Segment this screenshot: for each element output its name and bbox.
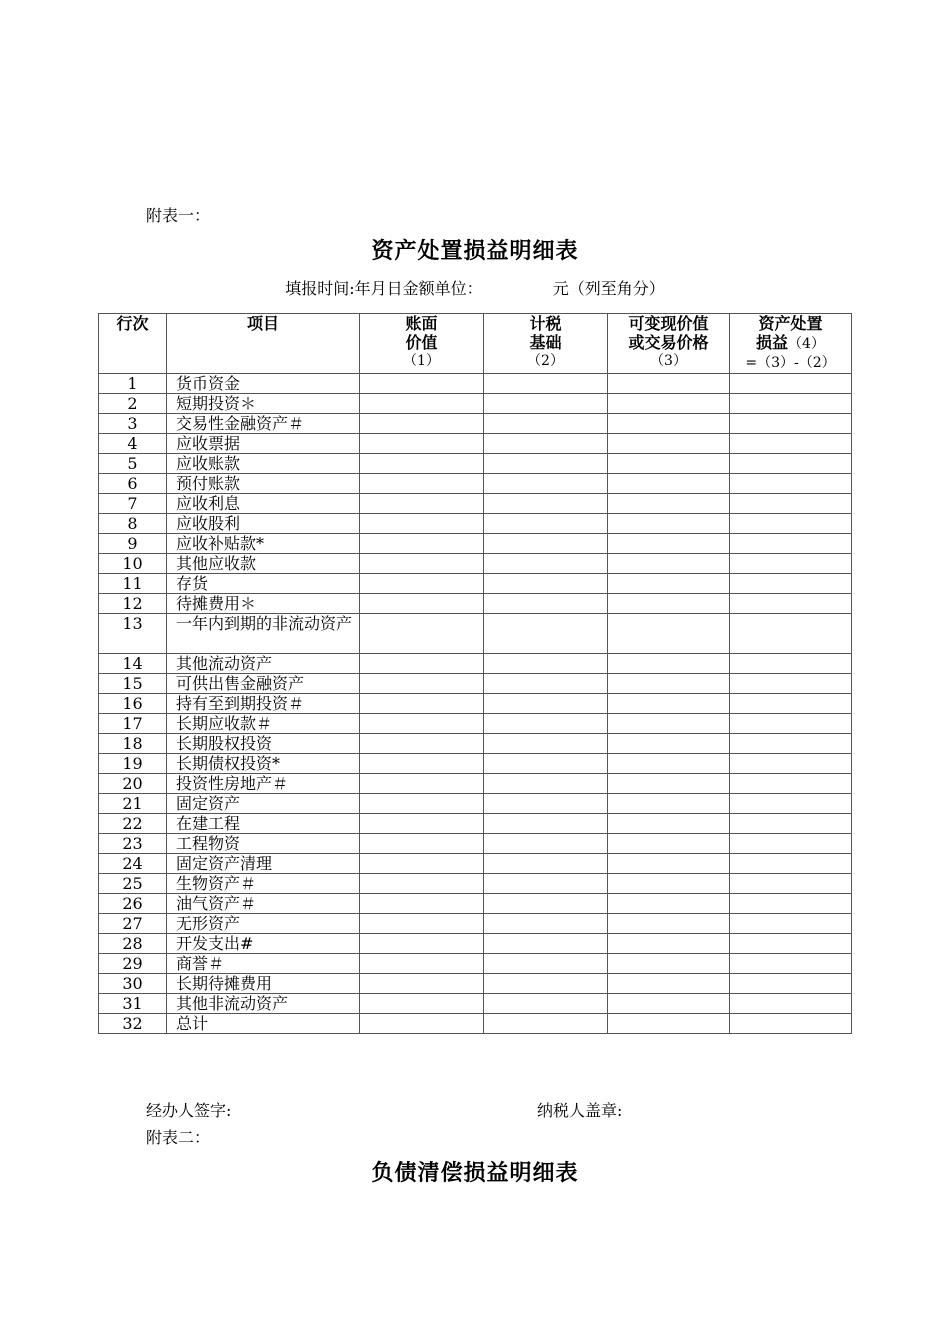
table-row xyxy=(99,874,852,894)
row-item: 在建工程 xyxy=(167,814,360,834)
row-number: 3 xyxy=(99,414,167,434)
tax-basis-cell[interactable] xyxy=(484,694,608,714)
tax-basis-cell[interactable] xyxy=(484,614,608,654)
row-item: 一年内到期的非流动资产 xyxy=(167,614,360,654)
realizable-value-cell[interactable] xyxy=(608,474,730,494)
gain-loss-cell[interactable] xyxy=(730,674,852,694)
row-item: 应收利息 xyxy=(167,494,360,514)
gain-loss-cell[interactable] xyxy=(730,474,852,494)
realizable-value-cell[interactable] xyxy=(608,914,730,934)
row-number: 5 xyxy=(99,454,167,474)
row-item: 工程物资 xyxy=(167,834,360,854)
table-row xyxy=(99,774,852,794)
row-number: 2 xyxy=(99,394,167,414)
realizable-value-cell[interactable] xyxy=(608,434,730,454)
row-item: 生物资产＃ xyxy=(167,874,360,894)
row-number: 14 xyxy=(99,654,167,674)
tax-basis-cell[interactable] xyxy=(484,514,608,534)
row-number: 4 xyxy=(99,434,167,454)
book-value-cell[interactable] xyxy=(360,374,484,394)
row-item: 开发支出# xyxy=(167,934,360,954)
tax-basis-cell[interactable] xyxy=(484,854,608,874)
row-item: 应收股利 xyxy=(167,514,360,534)
tax-basis-cell[interactable] xyxy=(484,954,608,974)
table-body xyxy=(99,374,852,1034)
book-value-cell[interactable] xyxy=(360,474,484,494)
row-number: 20 xyxy=(99,774,167,794)
header-gain-loss: 资产处置 损益（4） =（3）-（2） xyxy=(730,314,852,374)
book-value-cell[interactable] xyxy=(360,574,484,594)
table-header-row xyxy=(99,314,852,374)
gain-loss-cell[interactable] xyxy=(730,554,852,574)
book-value-cell[interactable] xyxy=(360,594,484,614)
gain-loss-cell[interactable] xyxy=(730,894,852,914)
header-row-no: 行次 xyxy=(99,314,167,374)
header-book-value: 账面 价值 （1） xyxy=(360,314,484,374)
table-row xyxy=(99,894,852,914)
book-value-cell[interactable] xyxy=(360,934,484,954)
table-row xyxy=(99,834,852,854)
row-item: 其他流动资产 xyxy=(167,654,360,674)
realizable-value-cell[interactable] xyxy=(608,594,730,614)
realizable-value-cell[interactable] xyxy=(608,374,730,394)
table-row xyxy=(99,914,852,934)
row-item: 长期债权投资* xyxy=(167,754,360,774)
row-item: 固定资产清理 xyxy=(167,854,360,874)
table-row xyxy=(99,934,852,954)
tax-basis-cell[interactable] xyxy=(484,834,608,854)
row-item: 商誉＃ xyxy=(167,954,360,974)
row-item: 可供出售金融资产 xyxy=(167,674,360,694)
book-value-cell[interactable] xyxy=(360,754,484,774)
second-table-title: 负债清偿损益明细表 xyxy=(371,1160,579,1186)
book-value-cell[interactable] xyxy=(360,654,484,674)
book-value-cell[interactable] xyxy=(360,514,484,534)
row-number: 32 xyxy=(99,1014,167,1034)
realizable-value-cell[interactable] xyxy=(608,854,730,874)
realizable-value-cell[interactable] xyxy=(608,994,730,1014)
tax-basis-cell[interactable] xyxy=(484,674,608,694)
gain-loss-cell[interactable] xyxy=(730,654,852,674)
table-row xyxy=(99,554,852,574)
realizable-value-cell[interactable] xyxy=(608,394,730,414)
gain-loss-cell[interactable] xyxy=(730,794,852,814)
gain-loss-cell[interactable] xyxy=(730,714,852,734)
realizable-value-cell[interactable] xyxy=(608,714,730,734)
row-item: 投资性房地产＃ xyxy=(167,774,360,794)
realizable-value-cell[interactable] xyxy=(608,794,730,814)
table-row xyxy=(99,654,852,674)
gain-loss-cell[interactable] xyxy=(730,814,852,834)
book-value-cell[interactable] xyxy=(360,794,484,814)
book-value-cell[interactable] xyxy=(360,434,484,454)
row-number: 27 xyxy=(99,914,167,934)
book-value-cell[interactable] xyxy=(360,834,484,854)
realizable-value-cell[interactable] xyxy=(608,614,730,654)
row-item: 持有至到期投资＃ xyxy=(167,694,360,714)
table-row xyxy=(99,474,852,494)
realizable-value-cell[interactable] xyxy=(608,654,730,674)
tax-basis-cell[interactable] xyxy=(484,974,608,994)
tax-basis-cell[interactable] xyxy=(484,1014,608,1034)
tax-basis-cell[interactable] xyxy=(484,574,608,594)
table-row xyxy=(99,614,852,654)
gain-loss-cell[interactable] xyxy=(730,914,852,934)
row-item: 待摊费用＊ xyxy=(167,594,360,614)
table-row xyxy=(99,994,852,1014)
book-value-cell[interactable] xyxy=(360,534,484,554)
gain-loss-cell[interactable] xyxy=(730,934,852,954)
book-value-cell[interactable] xyxy=(360,394,484,414)
realizable-value-cell[interactable] xyxy=(608,894,730,914)
row-number: 9 xyxy=(99,534,167,554)
tax-basis-cell[interactable] xyxy=(484,874,608,894)
gain-loss-cell[interactable] xyxy=(730,854,852,874)
row-item: 长期应收款＃ xyxy=(167,714,360,734)
gain-loss-cell[interactable] xyxy=(730,534,852,554)
row-number: 19 xyxy=(99,754,167,774)
row-item: 其他非流动资产 xyxy=(167,994,360,1014)
table-row xyxy=(99,794,852,814)
table-row xyxy=(99,974,852,994)
gain-loss-cell[interactable] xyxy=(730,734,852,754)
realizable-value-cell[interactable] xyxy=(608,514,730,534)
table-row xyxy=(99,394,852,414)
tax-basis-cell[interactable] xyxy=(484,654,608,674)
table-row xyxy=(99,734,852,754)
table-row xyxy=(99,414,852,434)
fill-info-line xyxy=(0,276,950,299)
book-value-cell[interactable] xyxy=(360,1014,484,1034)
realizable-value-cell[interactable] xyxy=(608,874,730,894)
realizable-value-cell[interactable] xyxy=(608,814,730,834)
gain-loss-cell[interactable] xyxy=(730,1014,852,1034)
gain-loss-cell[interactable] xyxy=(730,434,852,454)
tax-basis-cell[interactable] xyxy=(484,714,608,734)
page-title: 资产处置损益明细表 xyxy=(371,238,579,264)
row-number: 18 xyxy=(99,734,167,754)
realizable-value-cell[interactable] xyxy=(608,754,730,774)
gain-loss-cell[interactable] xyxy=(730,954,852,974)
taxpayer-seal-label: 纳税人盖章: xyxy=(537,1101,623,1120)
row-item: 总计 xyxy=(167,1014,360,1034)
table-row xyxy=(99,1014,852,1034)
gain-loss-cell[interactable] xyxy=(730,994,852,1014)
table-row xyxy=(99,954,852,974)
book-value-cell[interactable] xyxy=(360,854,484,874)
table-row xyxy=(99,594,852,614)
tax-basis-cell[interactable] xyxy=(484,454,608,474)
table-row xyxy=(99,514,852,534)
gain-loss-cell[interactable] xyxy=(730,874,852,894)
row-number: 12 xyxy=(99,594,167,614)
book-value-cell[interactable] xyxy=(360,454,484,474)
book-value-cell[interactable] xyxy=(360,674,484,694)
book-value-cell[interactable] xyxy=(360,614,484,654)
gain-loss-cell[interactable] xyxy=(730,374,852,394)
tax-basis-cell[interactable] xyxy=(484,414,608,434)
gain-loss-cell[interactable] xyxy=(730,494,852,514)
tax-basis-cell[interactable] xyxy=(484,534,608,554)
book-value-cell[interactable] xyxy=(360,554,484,574)
row-item: 存货 xyxy=(167,574,360,594)
row-number: 6 xyxy=(99,474,167,494)
realizable-value-cell[interactable] xyxy=(608,734,730,754)
table-row xyxy=(99,454,852,474)
book-value-cell[interactable] xyxy=(360,914,484,934)
realizable-value-cell[interactable] xyxy=(608,954,730,974)
tax-basis-cell[interactable] xyxy=(484,394,608,414)
row-item: 其他应收款 xyxy=(167,554,360,574)
row-item: 固定资产 xyxy=(167,794,360,814)
book-value-cell[interactable] xyxy=(360,994,484,1014)
row-item: 货币资金 xyxy=(167,374,360,394)
table-row xyxy=(99,714,852,734)
gain-loss-cell[interactable] xyxy=(730,574,852,594)
table-row xyxy=(99,814,852,834)
table-row xyxy=(99,494,852,514)
header-realizable-value: 可变现价值 或交易价格 （3） xyxy=(608,314,730,374)
tax-basis-cell[interactable] xyxy=(484,594,608,614)
realizable-value-cell[interactable] xyxy=(608,974,730,994)
tax-basis-cell[interactable] xyxy=(484,554,608,574)
table-row xyxy=(99,754,852,774)
row-number: 28 xyxy=(99,934,167,954)
row-number: 8 xyxy=(99,514,167,534)
book-value-cell[interactable] xyxy=(360,414,484,434)
header-tax-basis: 计税 基础 （2） xyxy=(484,314,608,374)
table-row xyxy=(99,854,852,874)
row-number: 1 xyxy=(99,374,167,394)
tax-basis-cell[interactable] xyxy=(484,494,608,514)
tax-basis-cell[interactable] xyxy=(484,434,608,454)
table-row xyxy=(99,694,852,714)
header-item: 项目 xyxy=(167,314,360,374)
row-item: 应收补贴款* xyxy=(167,534,360,554)
gain-loss-cell[interactable] xyxy=(730,594,852,614)
gain-loss-cell[interactable] xyxy=(730,834,852,854)
realizable-value-cell[interactable] xyxy=(608,934,730,954)
annex-label-2: 附表二： xyxy=(146,1128,211,1147)
row-number: 29 xyxy=(99,954,167,974)
gain-loss-cell[interactable] xyxy=(730,774,852,794)
row-number: 24 xyxy=(99,854,167,874)
handler-signature-label: 经办人签字: xyxy=(146,1101,232,1120)
book-value-cell[interactable] xyxy=(360,714,484,734)
realizable-value-cell[interactable] xyxy=(608,454,730,474)
asset-disposal-table xyxy=(98,313,852,1034)
row-item: 长期待摊费用 xyxy=(167,974,360,994)
tax-basis-cell[interactable] xyxy=(484,914,608,934)
tax-basis-cell[interactable] xyxy=(484,734,608,754)
book-value-cell[interactable] xyxy=(360,734,484,754)
row-number: 11 xyxy=(99,574,167,594)
table-row xyxy=(99,574,852,594)
book-value-cell[interactable] xyxy=(360,774,484,794)
tax-basis-cell[interactable] xyxy=(484,774,608,794)
tax-basis-cell[interactable] xyxy=(484,814,608,834)
gain-loss-cell[interactable] xyxy=(730,974,852,994)
realizable-value-cell[interactable] xyxy=(608,554,730,574)
book-value-cell[interactable] xyxy=(360,874,484,894)
row-number: 30 xyxy=(99,974,167,994)
fill-info-right: 元（列至角分） xyxy=(552,279,665,298)
gain-loss-cell[interactable] xyxy=(730,454,852,474)
annex-label-1: 附表一： xyxy=(146,206,211,225)
book-value-cell[interactable] xyxy=(360,694,484,714)
fill-info-left: 填报时间:年月日金额单位： xyxy=(285,279,483,298)
tax-basis-cell[interactable] xyxy=(484,754,608,774)
row-number: 23 xyxy=(99,834,167,854)
row-item: 应收账款 xyxy=(167,454,360,474)
book-value-cell[interactable] xyxy=(360,894,484,914)
gain-loss-cell[interactable] xyxy=(730,694,852,714)
row-number: 25 xyxy=(99,874,167,894)
table-row xyxy=(99,534,852,554)
row-number: 15 xyxy=(99,674,167,694)
book-value-cell[interactable] xyxy=(360,974,484,994)
table-row xyxy=(99,374,852,394)
tax-basis-cell[interactable] xyxy=(484,894,608,914)
gain-loss-cell[interactable] xyxy=(730,414,852,434)
realizable-value-cell[interactable] xyxy=(608,574,730,594)
row-number: 17 xyxy=(99,714,167,734)
realizable-value-cell[interactable] xyxy=(608,674,730,694)
row-number: 13 xyxy=(99,614,167,654)
realizable-value-cell[interactable] xyxy=(608,534,730,554)
row-item: 交易性金融资产＃ xyxy=(167,414,360,434)
row-number: 22 xyxy=(99,814,167,834)
book-value-cell[interactable] xyxy=(360,494,484,514)
row-item: 无形资产 xyxy=(167,914,360,934)
row-item: 应收票据 xyxy=(167,434,360,454)
table-row xyxy=(99,674,852,694)
row-number: 31 xyxy=(99,994,167,1014)
row-item: 短期投资＊ xyxy=(167,394,360,414)
row-item: 长期股权投资 xyxy=(167,734,360,754)
gain-loss-cell[interactable] xyxy=(730,614,852,654)
tax-basis-cell[interactable] xyxy=(484,474,608,494)
row-number: 16 xyxy=(99,694,167,714)
tax-basis-cell[interactable] xyxy=(484,374,608,394)
gain-loss-cell[interactable] xyxy=(730,754,852,774)
row-item: 预付账款 xyxy=(167,474,360,494)
realizable-value-cell[interactable] xyxy=(608,694,730,714)
gain-loss-cell[interactable] xyxy=(730,514,852,534)
realizable-value-cell[interactable] xyxy=(608,494,730,514)
realizable-value-cell[interactable] xyxy=(608,774,730,794)
tax-basis-cell[interactable] xyxy=(484,994,608,1014)
table-row xyxy=(99,434,852,454)
row-number: 7 xyxy=(99,494,167,514)
realizable-value-cell[interactable] xyxy=(608,834,730,854)
realizable-value-cell[interactable] xyxy=(608,414,730,434)
book-value-cell[interactable] xyxy=(360,954,484,974)
row-number: 10 xyxy=(99,554,167,574)
tax-basis-cell[interactable] xyxy=(484,794,608,814)
row-item: 油气资产＃ xyxy=(167,894,360,914)
gain-loss-cell[interactable] xyxy=(730,394,852,414)
row-number: 21 xyxy=(99,794,167,814)
tax-basis-cell[interactable] xyxy=(484,934,608,954)
row-number: 26 xyxy=(99,894,167,914)
realizable-value-cell[interactable] xyxy=(608,1014,730,1034)
book-value-cell[interactable] xyxy=(360,814,484,834)
